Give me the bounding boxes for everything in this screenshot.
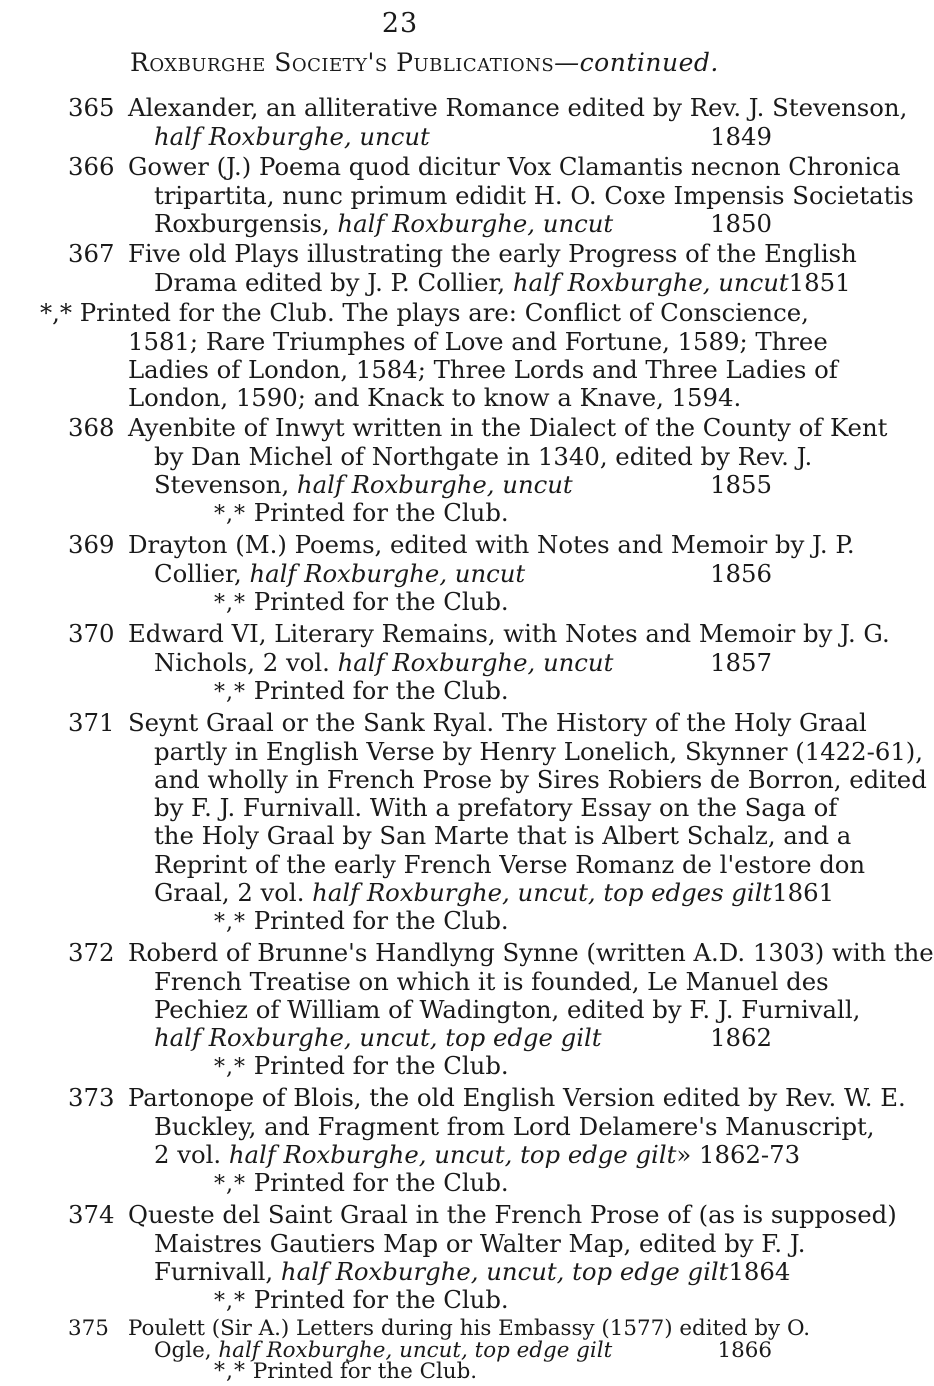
binding-description: half Roxburghe, uncut, top edge gilt [280, 1256, 729, 1286]
entry-text: Ogle, [154, 1337, 212, 1363]
entry-number: 374 [68, 1200, 115, 1230]
catalogue-entry [68, 938, 934, 1082]
note-text: Printed for the Club. [253, 498, 509, 528]
binding-description: half Roxburghe, uncut, top edge gilt [218, 1337, 613, 1363]
society-title: Roxburghe Society's Publications [130, 48, 555, 77]
entry-year: 1861 [772, 877, 835, 907]
entry-text: Roberd of Brunne's Handlyng Synne (written A.D. 1303) with the [128, 938, 934, 968]
note-text: Printed for the Club. The plays are: Conflict of Conscience, [79, 298, 809, 328]
entry-text: Seynt Graal or the Sank Ryal. The History of the Holy Graal [128, 708, 867, 738]
catalogue-entry [68, 1316, 811, 1385]
entry-text: tripartita, nunc primum edidit H. O. Coxe Impensis Societatis [154, 180, 914, 210]
entry-text: Maistres Gautiers Map or Walter Map, edited by F. J. [154, 1228, 806, 1258]
entry-text: Drayton (M.) Poems, edited with Notes and Memoir by J. P. [128, 530, 855, 560]
asterism-marker: *,* [214, 1289, 246, 1315]
entry-number: 366 [68, 152, 115, 182]
asterism-marker: *,* [214, 1172, 246, 1198]
entry-text: partly in English Verse by Henry Lonelich, Skynner (1422-61), [154, 736, 924, 766]
entry-text: Buckley, and Fragment from Lord Delamere's Manuscript, [154, 1111, 875, 1141]
catalogue-entry [68, 239, 857, 297]
note-text: Printed for the Club. [253, 1051, 509, 1081]
entry-text: by Dan Michel of Northgate in 1340, edited by Rev. J. [154, 441, 813, 471]
catalogue-entry [68, 619, 890, 707]
entry-number: 365 [68, 93, 115, 123]
entry-text: by F. J. Furnivall. With a prefatory Essay on the Saga of [154, 793, 838, 823]
entry-number: 372 [68, 938, 115, 968]
page-number: 23 [381, 8, 419, 39]
binding-description: half Roxburghe, uncut, top edge gilt [154, 1023, 602, 1053]
entry-text: Furnivall, [154, 1256, 274, 1286]
entry-year: 1856 [710, 558, 772, 588]
entry-text: Edward VI, Literary Remains, with Notes and Memoir by J. G. [128, 619, 890, 649]
entry-number: 375 [68, 1316, 109, 1342]
catalogue-entry [68, 1083, 906, 1199]
entry-text: Gower (J.) Poema quod dicitur Vox Clamantis necnon Chronica [128, 152, 901, 182]
entry-text: Nichols, 2 vol. [154, 647, 330, 677]
continued-label: —continued. [554, 48, 719, 77]
running-head [130, 48, 770, 77]
entry-text: Poulett (Sir A.) Letters during his Embassy (1577) edited by O. [128, 1316, 811, 1342]
asterism-marker: *,* [214, 1055, 246, 1081]
asterism-marker: *,* [214, 590, 246, 616]
entry-text: Reprint of the early French Verse Romanz de l'estore don [154, 849, 866, 879]
asterism-marker: *,* [214, 910, 246, 936]
binding-description: half Roxburghe, uncut [337, 208, 614, 238]
binding-description: half Roxburghe, uncut [249, 558, 526, 588]
note-text: Ladies of London, 1584; Three Lords and Three Ladies of [128, 354, 838, 384]
binding-description: half Roxburghe, uncut, top edge gilt [228, 1139, 677, 1169]
asterism-marker: *,* [40, 298, 73, 328]
entry-text: Drama edited by J. P. Collier, [154, 267, 506, 297]
note-text: Printed for the Club. [253, 586, 509, 616]
entry-text: Queste del Saint Graal in the French Prose of (as is supposed) [128, 1200, 897, 1230]
entry-text: Ayenbite of Inwyt written in the Dialect of the County of Kent [128, 413, 888, 443]
entry-text: Collier, [154, 558, 242, 588]
entry-number: 369 [68, 530, 115, 560]
entry-year: 1850 [710, 208, 772, 238]
entry-year: » 1862-73 [676, 1139, 801, 1169]
entry-number: 368 [68, 413, 115, 443]
entry-year: 1866 [717, 1337, 772, 1363]
binding-description: half Roxburghe, uncut [512, 267, 789, 297]
note-text: London, 1590; and Knack to know a Knave, 1594. [128, 383, 742, 413]
catalogue-entry [68, 708, 927, 937]
note-text: Printed for the Club. [253, 675, 509, 705]
binding-description: half Roxburghe, uncut [154, 121, 430, 151]
catalogue-entry [68, 152, 914, 238]
entry-year: 1849 [710, 121, 772, 151]
binding-description: half Roxburghe, uncut, top edges gilt [312, 877, 773, 907]
entry-text: Pechiez of William of Wadington, edited by F. J. Furnivall, [154, 994, 861, 1024]
entry-year: 1862 [710, 1023, 772, 1053]
entry-text: Stevenson, [154, 469, 290, 499]
note-text: Printed for the Club. [253, 1285, 509, 1315]
asterism-marker: *,* [214, 679, 246, 705]
entry-text: and wholly in French Prose by Sires Robiers de Borron, edited [154, 764, 927, 794]
entry-text: Partonope of Blois, the old English Version edited by Rev. W. E. [128, 1083, 906, 1113]
entry-text: the Holy Graal by San Marte that is Albert Schalz, and a [154, 821, 852, 851]
entry-year: 1851 [788, 267, 851, 297]
binding-description: half Roxburghe, uncut [337, 647, 614, 677]
catalogue-entry [68, 93, 908, 151]
entry-year: 1857 [710, 647, 772, 677]
catalogue-entry [68, 413, 888, 529]
entry-note [40, 298, 838, 413]
note-text: Printed for the Club. [252, 1359, 478, 1385]
entry-text: Graal, 2 vol. [154, 877, 305, 907]
entry-text: Alexander, an alliterative Romance edited by Rev. J. Stevenson, [128, 93, 908, 123]
entry-text: Roxburgensis, [154, 208, 330, 238]
entry-number: 367 [68, 239, 115, 269]
catalogue-entry [68, 530, 855, 618]
note-text: 1581; Rare Triumphes of Love and Fortune, 1589; Three [128, 326, 828, 356]
entry-year: 1864 [728, 1256, 791, 1286]
entry-year: 1855 [710, 469, 772, 499]
asterism-marker: *,* [214, 1359, 246, 1385]
entry-text: French Treatise on which it is founded, Le Manuel des [154, 966, 829, 996]
catalogue-entry [68, 1200, 897, 1316]
binding-description: half Roxburghe, uncut [296, 469, 573, 499]
entry-text: Five old Plays illustrating the early Progress of the English [128, 239, 857, 269]
asterism-marker: *,* [214, 502, 246, 528]
note-text: Printed for the Club. [253, 1168, 509, 1198]
note-text: Printed for the Club. [253, 906, 509, 936]
entry-text: 2 vol. [154, 1139, 222, 1169]
entry-number: 373 [68, 1083, 115, 1113]
entry-number: 370 [68, 619, 115, 649]
entry-number: 371 [68, 708, 115, 738]
